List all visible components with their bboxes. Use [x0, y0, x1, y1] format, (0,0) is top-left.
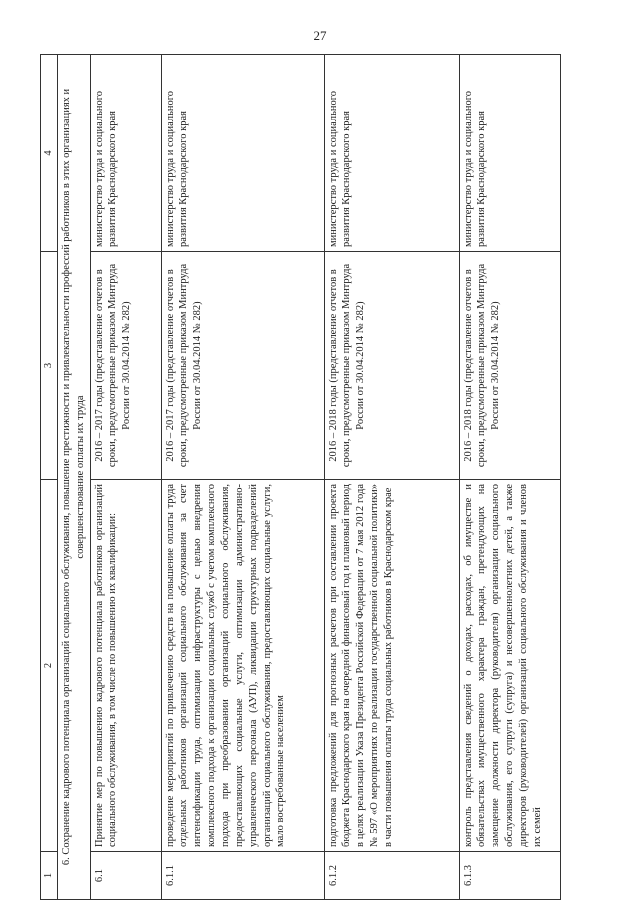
column-header: 2 [41, 480, 58, 852]
column-header: 1 [41, 852, 58, 900]
activity-cell: контроль представления сведений о доходах, расходах, об имуществе и обязательствах имущественного характера граждан, претендующих на замещение должности директора (руководителя) организации социального обслуживания, его супруги (супруга) и несовершеннолетних детей, а также директоров (руководителей) организаций социального обслуживания и членов их семей [459, 480, 560, 852]
action-plan-table [40, 54, 561, 900]
column-header: 3 [41, 252, 58, 480]
table-row [90, 55, 161, 900]
term-cell: 2016 – 2017 годы (представление отчетов в сроки, предусмотренные приказом Минтруда России от 30.04.2014 № 282) [161, 252, 324, 480]
responsible-cell: министерство труда и социального развития Краснодарского края [459, 55, 560, 252]
header-row [41, 55, 58, 900]
row-number: 6.1.3 [459, 852, 560, 900]
section-title: 6. Сохранение кадрового потенциала организаций социального обслуживания, повышение престижности и привлекательности профессий работников в этих организациях и совершенствование оплаты их труда [57, 55, 90, 900]
table-row [324, 55, 459, 900]
column-header: 4 [41, 55, 58, 252]
table-row [161, 55, 324, 900]
responsible-cell: министерство труда и социального развития Краснодарского края [90, 55, 161, 252]
activity-cell: подготовка предложений для прогнозных расчетов при составлении проекта бюджета Краснодарского края на очередной финансовый год и плановый период в целях реализации Указа Президента Российской Федерации от 7 мая 2012 года № 597 «О мероприятиях по реализации государственной социальной политики» в части повышения оплаты труда социальных работников в Краснодарском крае [324, 480, 459, 852]
responsible-cell: министерство труда и социального развития Краснодарского края [324, 55, 459, 252]
row-number: 6.1 [90, 852, 161, 900]
table-row [459, 55, 560, 900]
activity-cell: проведение мероприятий по привлечению средств на повышение оплаты труда отдельных работников организаций социального обслуживания за счет интенсификации труда, оптимизации инфраструктуры с целью внедрения комплексного подхода к организации социальных служб с учетом комплексного подхода при преобразовании организаций социального обслуживания, предоставляющих социальные услуги, оптимизации административно-управленческого персонала (АУП), ликвидации структурных подразделений организаций социального обслуживания, предоставляющих социальные услуги, мало востребованные населением [161, 480, 324, 852]
row-number: 6.1.1 [161, 852, 324, 900]
section-row [57, 55, 90, 900]
responsible-cell: министерство труда и социального развития Краснодарского края [161, 55, 324, 252]
rotated-table-wrapper [40, 55, 550, 900]
page-number: 27 [313, 28, 327, 43]
term-cell: 2016 – 2017 годы (представление отчетов в сроки, предусмотренные приказом Минтруда России от 30.04.2014 № 282) [90, 252, 161, 480]
term-cell: 2016 – 2018 годы (представление отчетов в сроки, предусмотренные приказом Минтруда России от 30.04.2014 № 282) [459, 252, 560, 480]
term-cell: 2016 – 2018 годы (представление отчетов в сроки, предусмотренные приказом Минтруда России от 30.04.2014 № 282) [324, 252, 459, 480]
activity-cell: Принятие мер по повышению кадрового потенциала работников организаций социального обслуживания, в том числе по повышению их квалификации: [90, 480, 161, 852]
document-table-container [40, 55, 640, 886]
row-number: 6.1.2 [324, 852, 459, 900]
